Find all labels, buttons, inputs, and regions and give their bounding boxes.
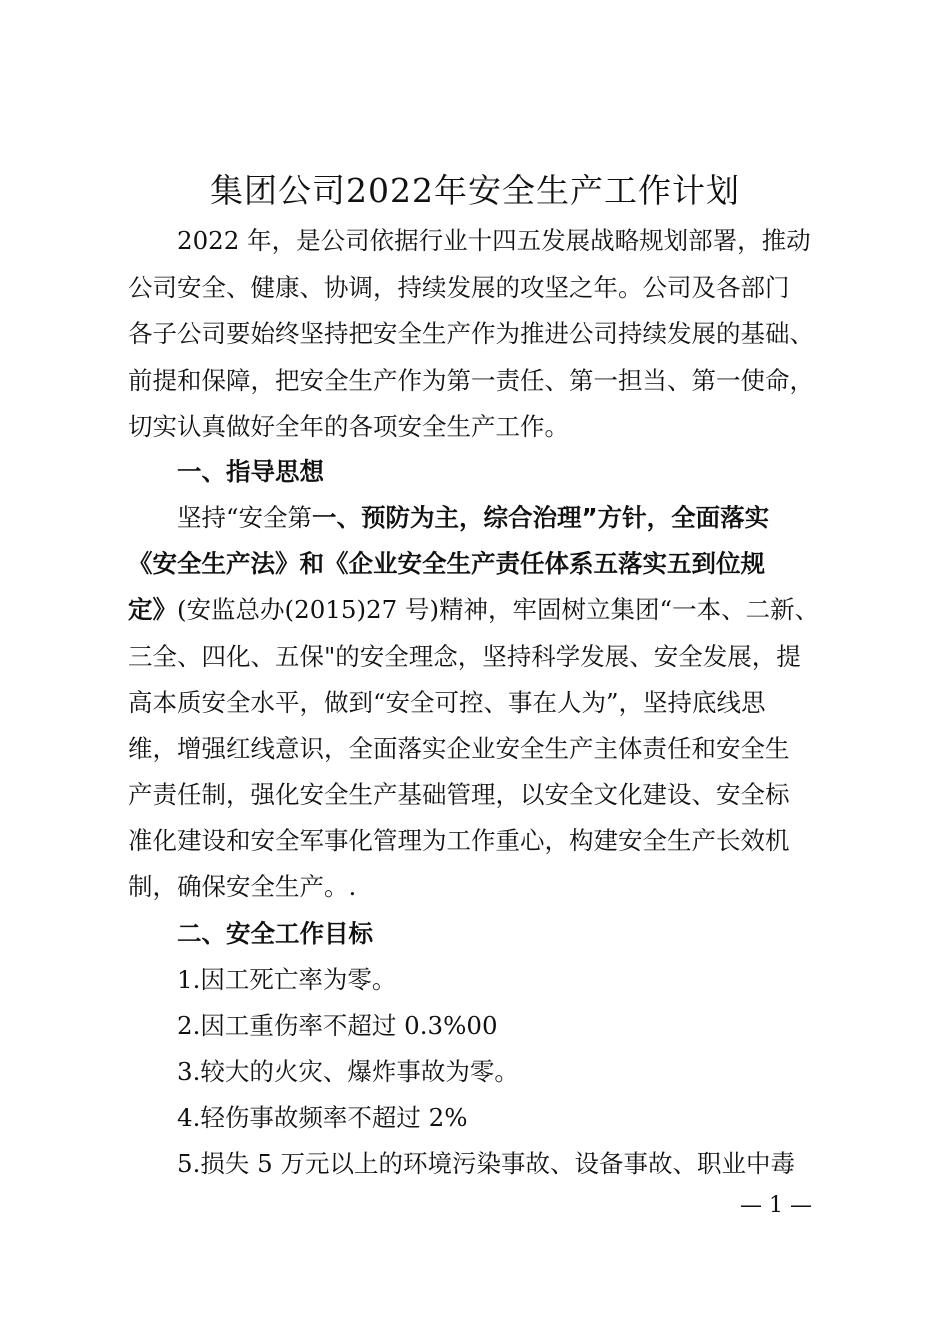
intro-line-4: 前提和保障，把安全生产作为第一责任、第一担当、第一使命，: [128, 366, 814, 395]
goal-item-3: 3.较大的火灾、爆炸事故为零。: [177, 1057, 519, 1086]
section1-line-4: 三全、四化、五保"的安全理念，坚持科学发展、安全发展，提: [128, 642, 801, 671]
section1-line-1: [177, 502, 769, 534]
section1-line-9: 制，确保安全生产。.: [128, 872, 357, 901]
intro-line-2: 公司安全、健康、协调，持续发展的攻坚之年。公司及各部门: [128, 273, 790, 302]
section1-line-3: [128, 594, 819, 626]
section1-line-2: 《安全生产法》和《企业安全生产责任体系五落实五到位规: [128, 549, 765, 578]
section1-line-1-bold: 一、预防为主，综合治理”方针，全面落实: [312, 503, 770, 532]
goal-item-5: 5.损失 5 万元以上的环境污染事故、设备事故、职业中毒: [177, 1149, 796, 1178]
section1-line-3-bold: 定》: [128, 595, 177, 624]
document-title: 集团公司2022年安全生产工作计划: [210, 171, 740, 210]
section1-heading: 一、指导思想: [177, 457, 324, 486]
intro-line-1: 2022 年，是公司依据行业十四五发展战略规划部署，推动: [177, 226, 811, 255]
intro-line-3: 各子公司要始终坚持把安全生产作为推进公司持续发展的基础、: [128, 319, 814, 348]
section2-heading: 二、安全工作目标: [177, 919, 373, 948]
goal-item-2: 2.因工重伤率不超过 0.3%00: [177, 1011, 498, 1040]
section1-line-3-normal: (安监总办(2015)27 号)精神，牢固树立集团“一本、二新、: [177, 595, 820, 624]
section1-line-5: 高本质安全水平，做到“安全可控、事在人为”，坚持底线思: [128, 688, 766, 717]
section1-line-8: 准化建设和安全军事化管理为工作重心，构建安全生产长效机: [128, 826, 790, 855]
goal-item-1: 1.因工死亡率为零。: [177, 965, 397, 994]
intro-line-5: 切实认真做好全年的各项安全生产工作。: [128, 412, 569, 441]
page-number: — 1 —: [740, 1193, 812, 1218]
section1-line-1-normal: 坚持“安全第: [177, 503, 313, 532]
section1-line-7: 产责任制，强化安全生产基础管理，以安全文化建设、安全标: [128, 780, 790, 809]
goal-item-4: 4.轻伤事故频率不超过 2%: [177, 1103, 468, 1132]
section1-line-6: 维，增强红线意识，全面落实企业安全生产主体责任和安全生: [128, 734, 790, 763]
